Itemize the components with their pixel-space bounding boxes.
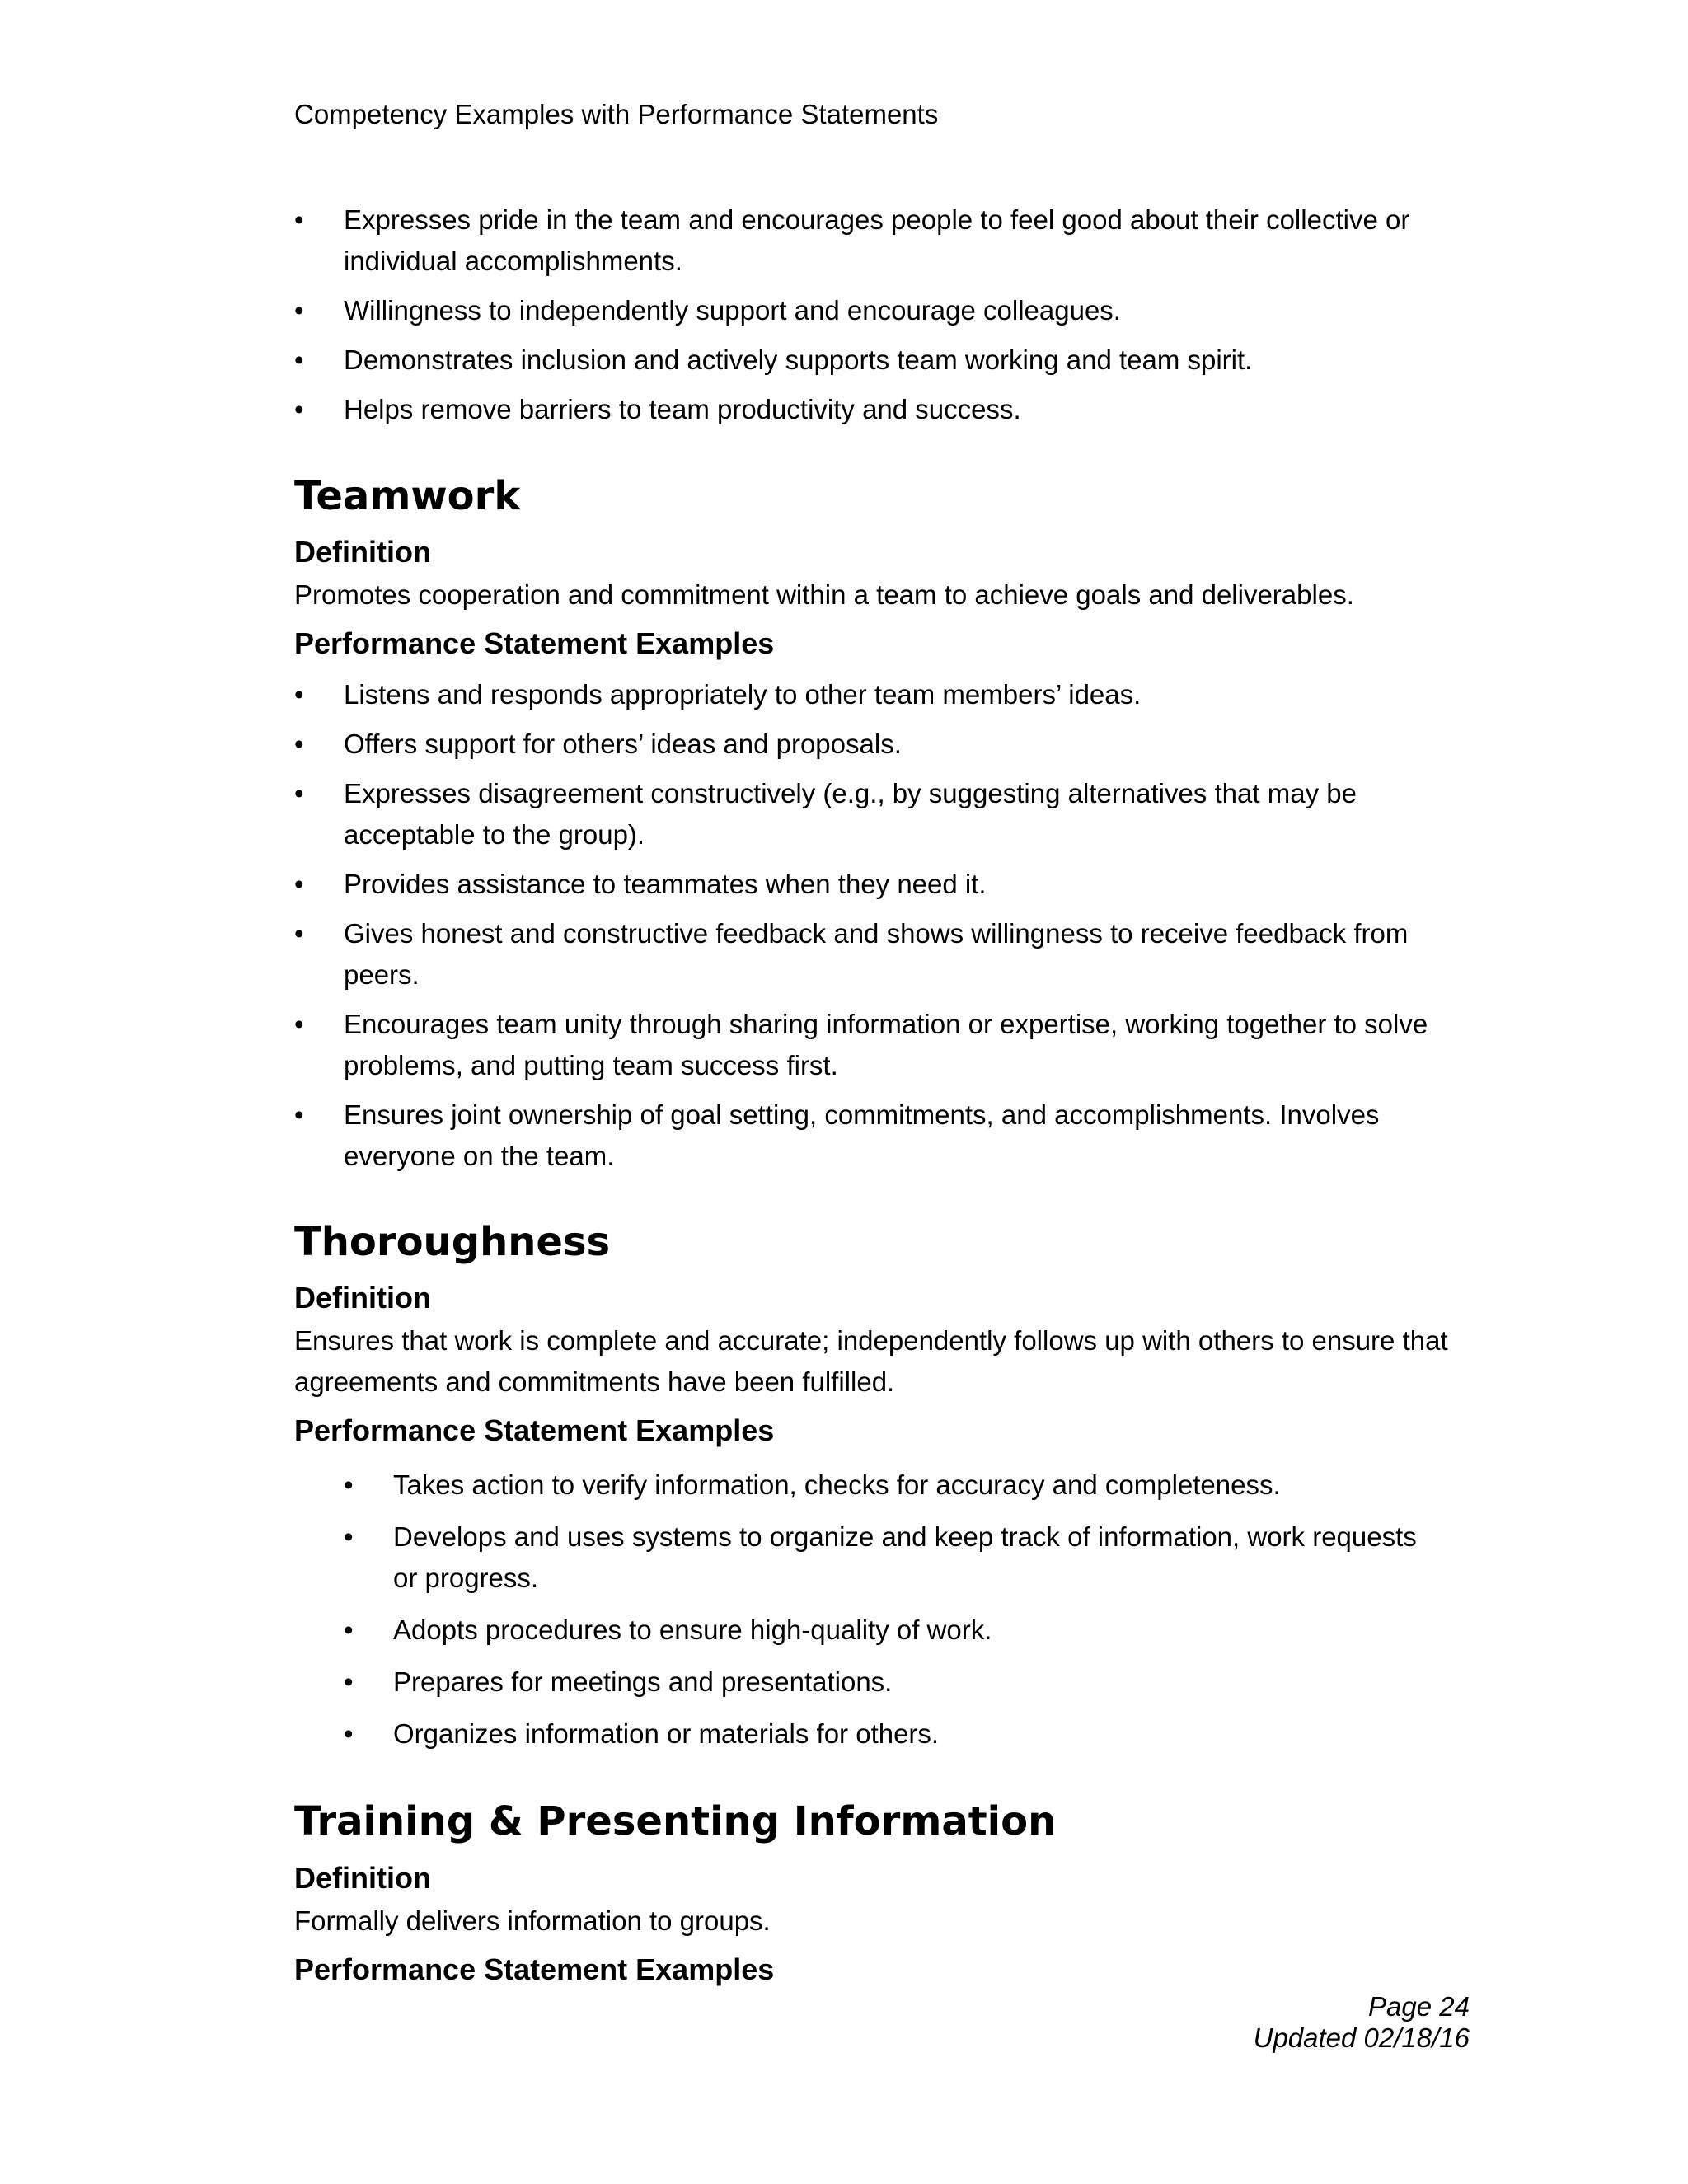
thoroughness-examples-list [344, 1465, 1448, 1765]
list-item: • Demonstrates inclusion and actively supports team working and team spirit. [294, 340, 1432, 381]
list-item: • Gives honest and constructive feedback and shows willingness to receive feedback from peers. [294, 913, 1432, 996]
teamwork-examples-list [294, 674, 1432, 1185]
bullet-icon: • [294, 394, 304, 424]
bullet-icon: • [294, 344, 304, 375]
bullet-icon: • [344, 1469, 354, 1500]
bullet-icon: • [294, 204, 304, 235]
list-item: • Organizes information or materials for others. [344, 1713, 1448, 1755]
list-item: • Adopts procedures to ensure high-quality of work. [344, 1610, 1448, 1651]
list-item: • Willingness to independently support and encourage colleagues. [294, 290, 1432, 331]
bullet-icon: • [294, 1009, 304, 1039]
list-item: • Listens and responds appropriately to other team members’ ideas. [294, 674, 1432, 715]
list-item: • Prepares for meetings and presentations. [344, 1661, 1448, 1703]
section-title-teamwork: Teamwork [294, 473, 521, 519]
definition-text: Promotes cooperation and commitment within a team to achieve goals and deliverables. [294, 579, 1354, 610]
definition-heading: Definition [294, 1281, 431, 1315]
bullet-icon: • [294, 869, 304, 899]
examples-heading: Performance Statement Examples [294, 1952, 775, 1986]
list-item: • Provides assistance to teammates when they need it. [294, 864, 1432, 905]
definition-text: Formally delivers information to groups. [294, 1905, 771, 1936]
examples-heading: Performance Statement Examples [294, 1413, 775, 1447]
bullet-icon: • [294, 918, 304, 949]
list-item: • Helps remove barriers to team productivity and success. [294, 389, 1432, 430]
list-item: • Expresses disagreement constructively (e.g., by suggesting alternatives that may be acceptable to the group). [294, 773, 1432, 855]
list-item: • Expresses pride in the team and encourages people to feel good about their collective or individual accomplishments. [294, 199, 1432, 282]
bullet-icon: • [294, 778, 304, 808]
page-number: Page 24 [1368, 1991, 1470, 2022]
section-title-thoroughness: Thoroughness [294, 1219, 611, 1265]
definition-heading: Definition [294, 1861, 431, 1895]
list-item: • Develops and uses systems to organize and keep track of information, work requests or progress. [344, 1516, 1448, 1599]
list-item: • Offers support for others’ ideas and proposals. [294, 724, 1432, 765]
bullet-icon: • [294, 729, 304, 759]
list-item: • Takes action to verify information, checks for accuracy and completeness. [344, 1465, 1448, 1506]
bullet-icon: • [294, 1099, 304, 1130]
definition-heading: Definition [294, 535, 431, 569]
bullet-icon: • [294, 295, 304, 326]
page-header: Competency Examples with Performance Statements [294, 99, 939, 129]
intro-bullet-list [294, 199, 1432, 438]
section-title-training: Training & Presenting Information [294, 1798, 1057, 1844]
bullet-icon: • [344, 1521, 354, 1552]
definition-text: Ensures that work is complete and accurate; independently follows up with others to ensure that agreements and commitments have been fulfilled. [294, 1325, 1448, 1397]
list-item: • Ensures joint ownership of goal setting, commitments, and accomplishments. Involves everyone on the team. [294, 1094, 1432, 1177]
examples-heading: Performance Statement Examples [294, 626, 775, 660]
bullet-icon: • [344, 1718, 354, 1749]
bullet-icon: • [294, 679, 304, 710]
updated-date: Updated 02/18/16 [1253, 2022, 1470, 2053]
bullet-icon: • [344, 1615, 354, 1645]
list-item: • Encourages team unity through sharing information or expertise, working together to solve problems, and putting team success first. [294, 1004, 1432, 1086]
bullet-icon: • [344, 1666, 354, 1697]
